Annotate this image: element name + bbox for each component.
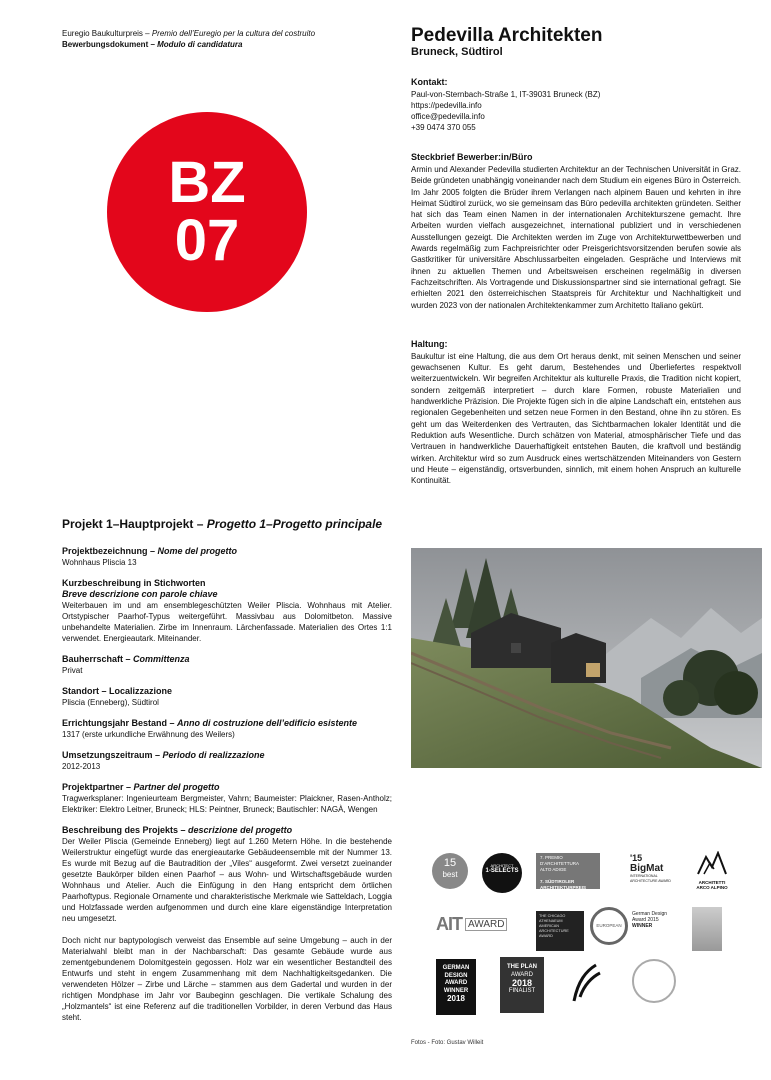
architect-selects-award-logo <box>482 853 522 893</box>
field-label: Projektpartner – <box>62 782 134 792</box>
field-implementation-period <box>62 750 392 772</box>
field-short-description <box>62 578 392 644</box>
project-title-it: Progetto 1–Progetto principale <box>206 517 383 531</box>
the-plan-finalist: FINALIST <box>508 988 536 994</box>
field-location <box>62 686 392 708</box>
architect-selects-line-2: 1-SELECTS <box>485 868 519 874</box>
the-plan-year: 2018 <box>511 978 533 988</box>
contact-heading: Kontakt: <box>411 77 448 87</box>
photo-credit: Fotos - Foto: Gustav Willeit <box>411 1040 484 1046</box>
architetti-arco-alpino-logo <box>692 851 732 895</box>
arco-alpino-text: ARCHITETTI ARCO ALPINO <box>696 880 728 890</box>
field-label-it: Nome del progetto <box>157 546 238 556</box>
field-project-description <box>62 825 392 1023</box>
architecture-award-emblem-icon <box>692 907 722 951</box>
the-plan-line-1: THE PLAN <box>507 964 537 970</box>
contact-address: Paul-von-Sternbach-Straße 1, IT-39031 Bruneck (BZ) <box>411 90 601 99</box>
field-label-it: Anno di costruzione dell’edificio esistente <box>177 718 358 728</box>
header-line-2 <box>62 39 382 50</box>
german-design-award-2015-logo <box>632 911 676 945</box>
description-paragraph-2: Doch nicht nur baptypologisch verweist das Ensemble auf seine Umgebung – auch in der Materialwahl bleibt man in der Nachbarschaft: Das gesamte Gebäude wurde aus zementgebundenem Dolomitgestein gegossen. Holz war ein wesentlicher Bestandteil des Entwurfs und steht in engem Zusammenhang mit dem Nachhaltigkeitsgedanken. Die verwendeten Hölzer – Zirbe und Lärche – stammen aus dem Gadertal und wurden in der richtigen Mondphase im Jahr vor Baubeginn geschlagen. Die vertikale Schalung des „Holzmantels“ ist eine Referenz auf die traditionellen Vorbilder, in deren Verbund das Haus steht. <box>62 936 392 1022</box>
ait-award-text: AWARD <box>465 918 507 931</box>
brush-stroke-icon <box>566 961 606 1005</box>
field-project-name <box>62 546 392 568</box>
field-value: Tragwerksplaner: Ingenieurteam Bergmeister, Vahrn; Baumeister: Plaickner, Rasen-Antholz; Elektriker: Elektro Leitner, Bruneck; HLS: Peintner, Bruneck; Bautischler: NAGÀ, Wengen <box>62 794 392 814</box>
gda-2018-line-2: DESIGN <box>444 972 468 979</box>
awards-area <box>420 845 760 1030</box>
project-title-main: Projekt 1–Hauptprojekt – <box>62 517 207 531</box>
header-award-name: Euregio Baukulturpreis – <box>62 29 152 38</box>
bigmat-year: '15 <box>630 853 643 863</box>
gda-2018-line-4: WINNER <box>443 987 469 994</box>
brush-stroke-award-icon <box>566 961 606 1005</box>
header-meta <box>62 28 382 50</box>
field-label-it: descrizione del progetto <box>188 825 293 835</box>
best-15-award-logo <box>432 853 468 889</box>
field-label: Standort – Localizzazione <box>62 686 173 696</box>
field-label: Errichtungsjahr Bestand – <box>62 718 178 728</box>
premio-line-2: ALTO ADIGE <box>540 867 567 872</box>
header-doc-type-it: Modulo di candidatura <box>157 40 243 49</box>
best-15-number: 15 <box>443 857 457 869</box>
field-value: Privat <box>62 666 83 675</box>
bigmat-name: BigMat <box>630 863 664 874</box>
bio-text: Armin und Alexander Pedevilla studierten Architektur an der Technischen Universität in Graz. Beide gründeten unabhängig voneinander nach dem Studium ein eigenes Büro in Österreich. Im Jahr 2005 folgten die Brüder ihrem Verlangen nach alpinem Bauen und kehrten in ihre Heimat Südtirol zurück, wo sie gemeinsam das Büro pedevilla architekten gründeten. Seither hat sich das Team einen Namen in der internationalen Architekturszene gemacht. Ihre Arbeiten wurden vielfach ausgezeichnet, international publiziert und in verschiedenen Ausstellungen gezeigt. Die Architekten werden im Zuge von Architekturwettbewerben und Awards regelmäßig zum Fachpreisrichter oder Preisgerichtsvorsitzenden berufen sowie als Gastkritiker für universitäre Abschlussarbeiten eingeladen. Gespräche und Interviews mit ihnen zu aktuellen Themen und Arbeitsweisen erscheinen regelmäßig in diversen Fachzeitschriften. Als Vortragende und Diskussionspartner sind sie international gefragt. Sie erhielten 2021 den österreichischen Staatspreis für Architektur und Nachhaltigkeit und wurden 2023 von der nationalen Architektenkammer zum Architetto Italiano gekürt. <box>411 165 741 310</box>
european-award-seal: EUROPEAN <box>590 907 628 945</box>
field-value: Pliscia (Enneberg), Südtirol <box>62 698 159 707</box>
header-award-name-it: Premio dell’Euregio per la cultura del costruito <box>151 29 316 38</box>
field-value: Weiterbauen im und am ensemblegeschützten Weiler Pliscia. Wohnhaus mit Atelier. Ortstypischer Paarhof-Typus weitergeführt. Massivbau aus Dolomitbeton. Massive unbehandelte Materialien. Zirbe im Innenraum. Lärchenfassade. Materialien des Ortes 1:1 verwendet. Energieautark. Miteinander. <box>62 601 392 643</box>
project-title <box>62 517 392 531</box>
field-label-it: Committenza <box>133 654 190 664</box>
badge-line-2: 07 <box>174 208 240 273</box>
field-label-it: Partner del progetto <box>133 782 220 792</box>
premio-line-4: ARCHITEKTURPREIS <box>540 885 587 890</box>
premio-line-1: 7. PREMIO D’ARCHITETTURA <box>540 855 579 866</box>
header-doc-type: Bewerbungsdokument – <box>62 40 158 49</box>
contact-website[interactable]: https://pedevilla.info <box>411 101 482 110</box>
german-design-award-2015-winner: WINNER <box>632 923 653 929</box>
gda-2018-line-1: GERMAN <box>442 965 470 971</box>
region-badge <box>107 112 307 312</box>
field-value: 1317 (erste urkundliche Erwähnung des Weilers) <box>62 730 235 739</box>
gda-2018-year: 2018 <box>447 994 465 1003</box>
field-label: Projektbezeichnung – <box>62 546 158 556</box>
field-project-partners <box>62 782 392 815</box>
office-location: Bruneck, Südtirol <box>411 46 503 58</box>
attitude-text: Baukultur ist eine Haltung, die aus dem Ort heraus denkt, mit seinen Menschen und seiner gewachsenen Kultur. Es geht darum, Bestehendes und Überliefertes respektvoll weiterzuentwickeln. Wir begreifen Architektur als kulturelle Praxis, die Tradition nicht kopiert, sondern zeitgemäß interpretiert – durch klare Formen, robuste Materialien und handwerkliche Präzision. Die Projekte fügen sich in die alpine Landschaft ein, entstehen aus regionalen Gegebenheiten und setzen neue Formen in den Bestand, ohne ihn zu stören. Es geht um das Weiterdenken des Vertrauten, das Sichtbarmachen lokaler Identität und die Reduktion aufs Wesentliche. Durch schätzen von Material, atmosphärischer Tiefe und das Vertrauen in handwerkliche Dauerhaftigkeit entstehen Bauten, die kraftvoll und beständig wirken. Architektur wird so zum Ausdruck eines wertschätzenden Miteinanders von Gestern und Heute – eigenständig, ortsverbunden, sinnlich, mit einem hohen Anspruch an kulturelle Kontinuität. <box>411 351 741 486</box>
field-label: Umsetzungszeitraum – <box>62 750 163 760</box>
header-line-1 <box>62 28 382 39</box>
bio-block <box>411 152 741 311</box>
field-value: 2012-2013 <box>62 762 101 771</box>
chicago-athenaeum-award-logo: THE CHICAGO ATHENAEUM AMERICAN ARCHITECTURE AWARD <box>536 911 584 951</box>
field-label: Bauherrschaft – <box>62 654 134 664</box>
field-label: Beschreibung des Projekts – <box>62 825 189 835</box>
contact-phone: +39 0474 370 055 <box>411 123 476 132</box>
german-design-award-2015-text: German Design Award 2015 <box>632 911 668 923</box>
attitude-heading: Haltung: <box>411 338 448 349</box>
best-15-text: best <box>442 870 458 879</box>
project-section <box>62 517 392 1023</box>
the-plan-line-2: AWARD <box>511 972 533 978</box>
project-photo <box>411 548 762 768</box>
house-landscape-image <box>411 548 762 768</box>
bigmat-award-logo <box>630 853 680 893</box>
contact-block <box>411 77 741 133</box>
gda-2018-line-3: AWARD <box>444 980 468 986</box>
the-plan-award-logo <box>500 957 544 1013</box>
bio-heading: Steckbrief Bewerber:in/Büro <box>411 152 533 162</box>
ait-award-logo <box>436 911 516 937</box>
mountain-icon <box>697 851 727 875</box>
badge-line-1: BZ <box>168 150 246 215</box>
premio-line-3: 7. SÜDTIROLER <box>540 879 575 884</box>
attitude-block <box>411 339 741 487</box>
ait-mark: AIT <box>436 913 462 934</box>
field-construction-year <box>62 718 392 740</box>
architect-selects-line-1: ARCHITECT <box>490 863 514 868</box>
office-info <box>411 26 741 486</box>
field-client <box>62 654 392 676</box>
description-paragraph-1: Der Weiler Pliscia (Gemeinde Enneberg) liegt auf 1.260 Metern Höhe. In die bestehende Weilerstruktur eingefügt wurde das energieautarke Gebäudeensemble mit der Nummer 13. Es wurde mit Bezug auf die Bautradition der „Viles“ ausgeformt. Zwei versetzt zueinander gesetzte Baukörper bilden einen Paarhof – aus Wohn- und Wirtschaftsgebäude wurden Wohnhaus und Atelier. Auch die Einfügung in den Hang entspricht dem örtlichen Paarhoftypus. Regionale Ornamente und charakteristische Merkmale wie Satteldach, Loggia und Holzfassade werden aufgenommen und durch eine klare eigenständige Interpretation neu umgesetzt. <box>62 837 392 923</box>
field-label: Kurzbeschreibung in Stichworten <box>62 578 206 588</box>
contact-email[interactable]: office@pedevilla.info <box>411 112 485 121</box>
premio-architettura-alto-adige-logo <box>536 853 600 889</box>
round-seal-award-icon <box>632 959 676 1003</box>
office-name: Pedevilla Architekten <box>411 25 603 46</box>
field-value: Wohnhaus Pliscia 13 <box>62 558 137 567</box>
field-label-it: Periodo di realizzazione <box>162 750 265 760</box>
german-design-award-2018-logo <box>436 959 476 1015</box>
field-label-it: Breve descrizione con parole chiave <box>62 589 218 599</box>
bigmat-subtitle: INTERNATIONAL ARCHITECTURE AWARD <box>630 874 671 883</box>
